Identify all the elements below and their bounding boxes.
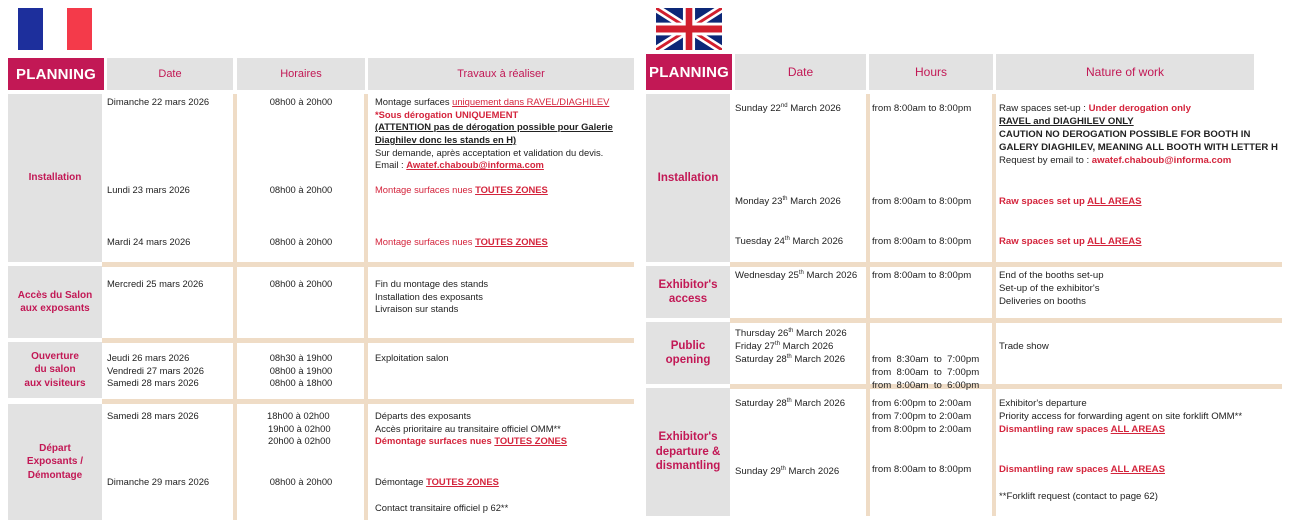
row-work: Exploitation salon: [375, 352, 449, 363]
row-hours: from 8:00am to 8:00pm: [872, 270, 972, 281]
row-work: Montage surfaces nues TOUTES ZONES: [375, 236, 548, 247]
uk-flag-icon: [656, 8, 722, 50]
row-hours: 08h00 à 20h00: [269, 476, 333, 487]
row-divider: [102, 262, 634, 267]
hours-header: Horaires: [237, 58, 365, 90]
row-hours: from 8:30am to 7:00pm from 8:00am to 7:00pm from 8:00am to 6:00pm: [872, 353, 980, 391]
row-hours: from 8:00am to 8:00pm: [872, 103, 972, 114]
row-date: Dimanche 22 mars 2026: [107, 96, 210, 107]
row-work: Démontage TOUTES ZONES: [375, 476, 499, 487]
row-date: Monday 23th March 2026: [735, 195, 841, 207]
row-divider: [102, 399, 634, 404]
row-work: End of the booths set-up Set-up of the exhibitor's Deliveries on booths: [999, 270, 1104, 307]
row-date: Jeudi 26 mars 2026 Vendredi 27 mars 2026 Samedi 28 mars 2026: [107, 352, 204, 389]
row-work: Exhibitor's departure Priority access for forwarding agent on site forklift OMM** Dismantling raw spaces ALL AREAS: [999, 398, 1243, 435]
category-departure: Exhibitor's departure & dismantling: [646, 388, 730, 516]
column-divider: [364, 94, 368, 520]
row-date: Sunday 29th March 2026: [735, 465, 840, 477]
row-divider: [730, 318, 1282, 323]
column-divider: [866, 94, 870, 516]
category-access: Exhibitor's access: [646, 266, 730, 318]
column-divider: [233, 94, 237, 520]
category-installation: Installation: [8, 94, 102, 262]
row-date: Mardi 24 mars 2026: [107, 236, 191, 247]
row-hours: from 8:00am to 8:00pm: [872, 236, 972, 247]
planning-header: PLANNING: [8, 58, 104, 90]
row-work: Montage surfaces uniquement dans RAVEL/DIAGHILEV *Sous dérogation UNIQUEMENT (ATTENTION pas de dérogation possible pour Galerie Diaghilev donc les stands en H) Sur demande, après acceptation et validation du devis. Email : Awatef.chaboub@informa.com: [375, 96, 613, 171]
work-header: Travaux à réaliser: [368, 58, 634, 90]
planning-header: PLANNING: [646, 54, 732, 90]
row-divider: [730, 384, 1282, 389]
date-header: Date: [107, 58, 233, 90]
work-header: Nature of work: [996, 54, 1254, 90]
category-opening: Public opening: [646, 322, 730, 384]
row-work: Raw spaces set-up : Under derogation only RAVEL and DIAGHILEV ONLY CAUTION NO DEROGATION POSSIBLE FOR BOOTH IN GALERY DIAGHILEV, MEANING ALL BOOTH WITH LETTER H Request by email to : awatef.chaboub@informa.com: [999, 103, 1278, 166]
date-header: Date: [735, 54, 866, 90]
row-hours: from 8:00am to 8:00pm: [872, 464, 972, 475]
row-date: Lundi 23 mars 2026: [107, 184, 190, 195]
row-hours: 08h00 à 20h00: [269, 96, 333, 107]
row-date: Dimanche 29 mars 2026: [107, 476, 210, 487]
row-date: Sunday 22nd March 2026: [735, 102, 841, 114]
row-date: Samedi 28 mars 2026: [107, 410, 199, 421]
row-work: Fin du montage des stands Installation des exposants Livraison sur stands: [375, 278, 489, 315]
row-work: Dismantling raw spaces ALL AREAS: [999, 464, 1165, 475]
row-work: Raw spaces set up ALL AREAS: [999, 236, 1142, 247]
row-hours: from 6:00pm to 2:00am from 7:00pm to 2:00am from 8:00pm to 2:00am: [872, 398, 972, 435]
row-date: Wednesday 25th March 2026: [735, 269, 858, 281]
row-date: Tuesday 24th March 2026: [735, 235, 844, 247]
row-hours: 08h00 à 20h00: [269, 184, 333, 195]
row-hours: 08h00 à 20h00: [269, 236, 333, 247]
row-hours: 08h00 à 20h00: [269, 278, 333, 289]
column-divider: [992, 94, 996, 516]
row-work: Départs des exposants Accès prioritaire au transitaire officiel OMM** Démontage surfaces nues TOUTES ZONES: [375, 410, 568, 447]
row-hours: 18h00 à 02h00 19h00 à 02h00 20h00 à 02h00: [267, 410, 331, 447]
row-hours: 08h30 à 19h00 08h00 à 19h00 08h00 à 18h00: [269, 352, 333, 389]
row-hours: from 8:00am to 8:00pm: [872, 196, 972, 207]
row-date: Saturday 28th March 2026: [735, 397, 846, 409]
row-work: Trade show: [999, 341, 1049, 352]
row-work: Raw spaces set up ALL AREAS: [999, 196, 1142, 207]
hours-header: Hours: [869, 54, 993, 90]
row-note: Contact transitaire officiel p 62**: [375, 502, 509, 513]
row-note: **Forklift request (contact to page 62): [999, 491, 1158, 502]
category-departure: Départ Exposants / Démontage: [8, 404, 102, 520]
row-divider: [730, 262, 1282, 267]
row-work: Montage surfaces nues TOUTES ZONES: [375, 184, 548, 195]
category-access: Accès du Salon aux exposants: [8, 266, 102, 338]
row-divider: [102, 338, 634, 343]
france-flag-icon: [18, 8, 92, 50]
category-opening: Ouverture du salon aux visiteurs: [8, 342, 102, 398]
row-date: Mercredi 25 mars 2026: [107, 278, 204, 289]
row-date: Thursday 26th March 2026 Friday 27th March 2026 Saturday 28th March 2026: [735, 327, 847, 365]
category-installation: Installation: [646, 94, 730, 262]
